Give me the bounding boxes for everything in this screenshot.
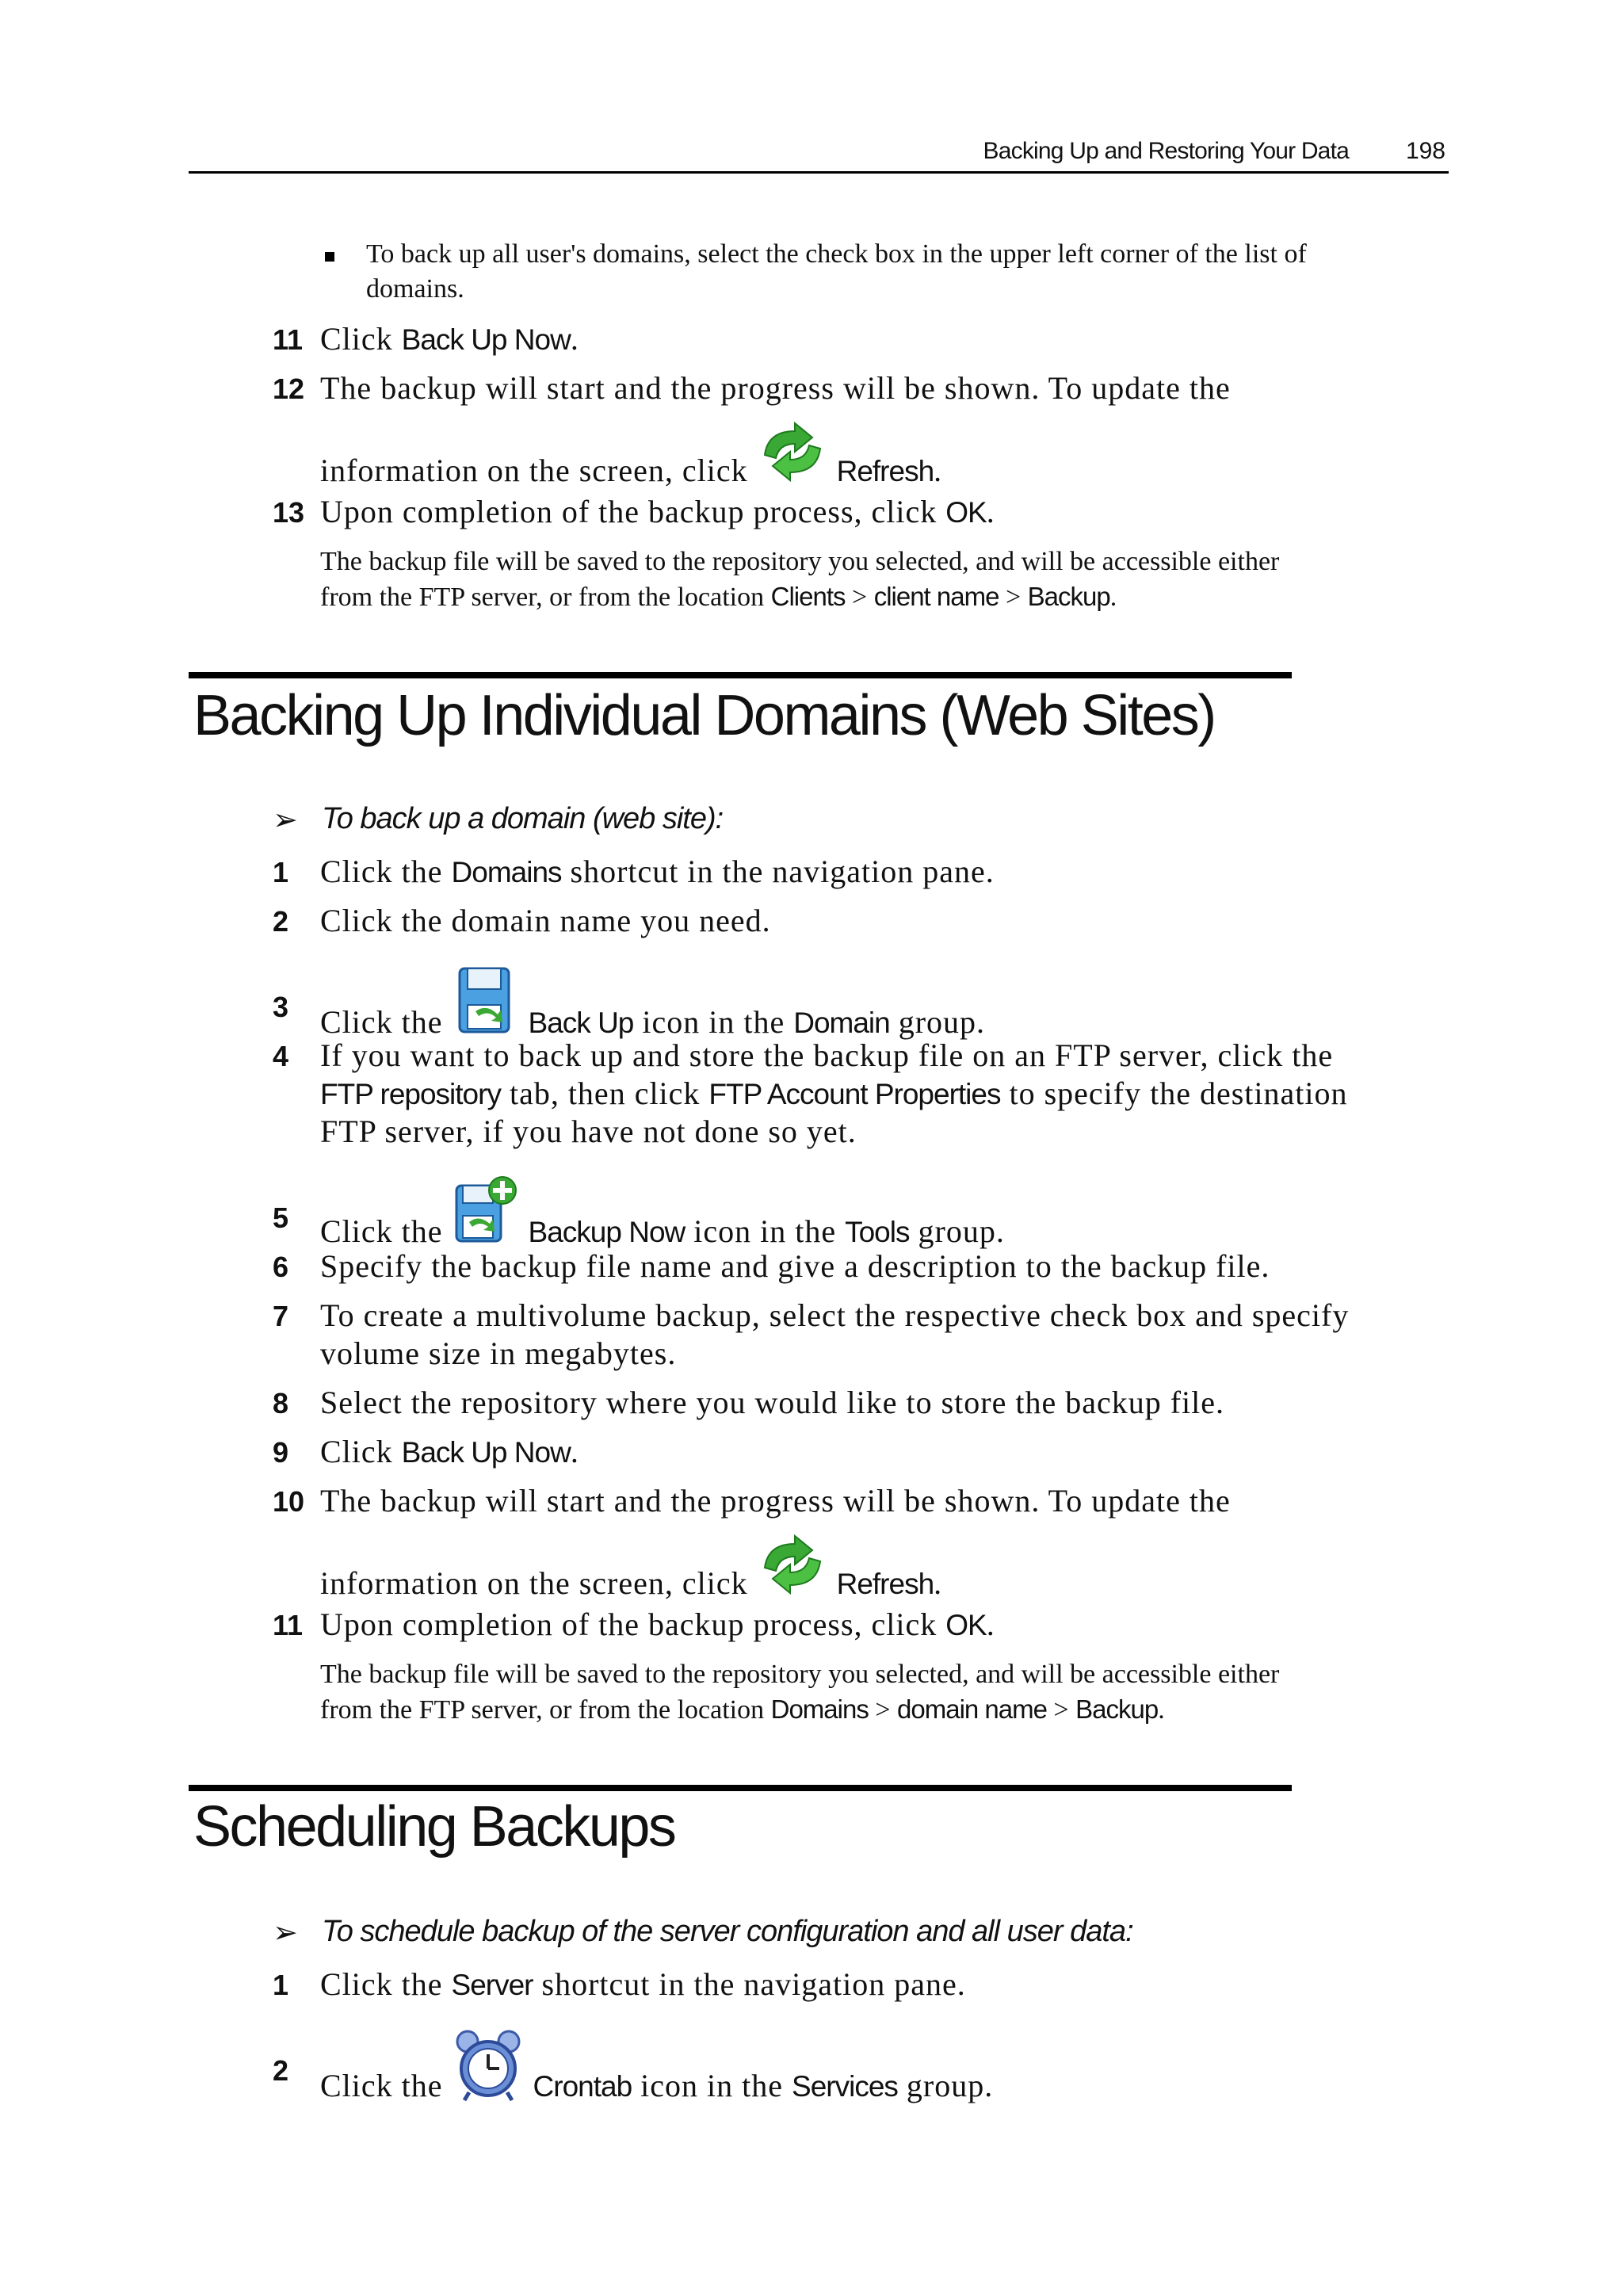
note-text-line1: The backup file will be saved to the repository you selected, and will be accessible either xyxy=(320,547,1280,576)
bullet-marker xyxy=(325,252,334,262)
step-text-part: . xyxy=(986,1606,995,1642)
step-number: 6 xyxy=(273,1251,289,1283)
step-text-part: Click xyxy=(320,1434,402,1469)
step-text-part: Click the xyxy=(320,2068,452,2104)
step-text-part: . xyxy=(986,494,995,529)
step-number: 13 xyxy=(273,496,305,529)
step-text: Specify the backup file name and give a description to the backup file. xyxy=(320,1248,1270,1284)
path-separator: > xyxy=(868,1695,898,1725)
step-number: 9 xyxy=(273,1436,289,1469)
step-number: 11 xyxy=(273,1609,304,1641)
ui-term: Domains xyxy=(770,1694,869,1724)
header-title: Backing Up and Restoring Your Data xyxy=(983,138,1349,164)
step-text xyxy=(320,853,995,890)
bullet-text-line2: domains. xyxy=(366,274,464,304)
step-number: 5 xyxy=(273,1201,289,1234)
path-separator: > xyxy=(845,583,874,612)
step-text-part: Click the xyxy=(320,1004,452,1041)
step-text xyxy=(320,2051,993,2127)
step-number: 11 xyxy=(273,323,304,356)
step-number: 12 xyxy=(273,372,305,405)
step-text: If you want to back up and store the backup file on an FTP server, click the xyxy=(320,1037,1334,1073)
note-text-line1: The backup file will be saved to the repository you selected, and will be accessible either xyxy=(320,1660,1280,1689)
step-text: volume size in megabytes. xyxy=(320,1335,677,1371)
ui-term: OK xyxy=(945,1609,987,1641)
section-rule xyxy=(189,672,1292,678)
page-number: 198 xyxy=(1405,138,1445,164)
step-text: To create a multivolume backup, select the respective check box and specify xyxy=(320,1297,1350,1333)
step-number: 3 xyxy=(273,991,289,1023)
ui-term: Backup xyxy=(1075,1694,1159,1724)
step-number: 1 xyxy=(273,1969,289,2001)
step-number: 10 xyxy=(273,1485,305,1518)
step-text xyxy=(320,1433,579,1470)
ui-term: Back Up Now xyxy=(401,323,571,356)
ui-term: FTP repository xyxy=(320,1078,501,1110)
ui-term: OK xyxy=(945,496,987,529)
section-rule xyxy=(189,1785,1292,1791)
ui-term: FTP Account Properties xyxy=(708,1078,1001,1110)
ui-term: Refresh xyxy=(836,1568,934,1601)
step-text-part: icon in the xyxy=(685,1213,846,1250)
alarm-clock-icon xyxy=(452,2027,525,2103)
step-text-part: group. xyxy=(889,1004,986,1041)
step-text-part: Upon completion of the backup process, click xyxy=(320,494,946,529)
note-text-part: . xyxy=(1158,1695,1165,1725)
step-number: 8 xyxy=(273,1387,289,1419)
step-text-part: . xyxy=(934,1565,943,1602)
bullet-text-line1: To back up all user's domains, select the check box in the upper left corner of the list of xyxy=(366,239,1307,269)
backup-icon xyxy=(452,964,520,1040)
step-text-part: information on the screen, click xyxy=(320,1565,757,1602)
step-text-part: Click the xyxy=(320,854,452,889)
step-text xyxy=(320,320,579,357)
step-text-part: . xyxy=(934,453,943,489)
procedure-arrow-icon: ➢ xyxy=(273,1915,298,1950)
step-text-part: . xyxy=(570,1434,579,1469)
ui-term: Backup xyxy=(1027,582,1110,611)
ui-term: Crontab xyxy=(533,2070,632,2103)
step-text-part: . xyxy=(570,321,579,357)
ui-term: domain name xyxy=(897,1694,1047,1724)
step-text: The backup will start and the progress will be shown. To update the xyxy=(320,1483,1231,1519)
ui-term: Domains xyxy=(451,856,562,888)
step-text xyxy=(320,1075,1348,1112)
step-text-part: icon in the xyxy=(632,2068,792,2104)
procedure-heading: To back up a domain (web site): xyxy=(322,802,724,835)
step-text-part: group. xyxy=(909,1213,1005,1250)
step-text: FTP server, if you have not done so yet. xyxy=(320,1114,857,1149)
step-number: 7 xyxy=(273,1300,289,1332)
refresh-icon xyxy=(757,1533,828,1596)
step-text-part: to specify the destination xyxy=(1000,1075,1348,1111)
step-text-part: Click xyxy=(320,321,402,357)
path-separator: > xyxy=(999,583,1028,612)
step-text-part: group. xyxy=(897,2068,994,2104)
step-text: Select the repository where you would like to store the backup file. xyxy=(320,1385,1225,1420)
step-number: 2 xyxy=(273,2054,289,2087)
step-text-part: tab, then click xyxy=(500,1075,709,1111)
step-number: 1 xyxy=(273,856,289,888)
ui-term: Server xyxy=(451,1969,533,2001)
refresh-icon xyxy=(757,420,828,483)
ui-term: Domain xyxy=(793,1007,890,1040)
step-text-part: shortcut in the navigation pane. xyxy=(533,1966,966,2002)
ui-term: Clients xyxy=(770,582,846,611)
path-separator: > xyxy=(1046,1695,1076,1725)
step-text xyxy=(320,1966,966,2003)
step-text-part: Click the xyxy=(320,1966,452,2002)
ui-term: Services xyxy=(792,2070,898,2103)
ui-term: Back Up Now xyxy=(401,1436,571,1469)
ui-term: Back Up xyxy=(528,1007,634,1040)
step-text-part: shortcut in the navigation pane. xyxy=(561,854,995,889)
step-text: The backup will start and the progress will be shown. To update the xyxy=(320,370,1231,406)
ui-term: Backup Now xyxy=(528,1216,685,1249)
note-text-line2 xyxy=(320,582,1117,613)
note-text-line2 xyxy=(320,1694,1165,1725)
step-text-part: information on the screen, click xyxy=(320,453,757,489)
ui-term: Tools xyxy=(845,1216,910,1249)
step-text: Click the domain name you need. xyxy=(320,903,771,938)
note-text-part: . xyxy=(1109,583,1117,612)
backup-now-icon xyxy=(452,1175,520,1247)
step-text-part: icon in the xyxy=(633,1004,794,1041)
note-text-part: from the FTP server, or from the location xyxy=(320,583,771,612)
step-number: 2 xyxy=(273,905,289,938)
ui-term: client name xyxy=(873,582,999,611)
note-text-part: from the FTP server, or from the location xyxy=(320,1695,771,1725)
section-title: Backing Up Individual Domains (Web Sites) xyxy=(193,684,1215,747)
step-text-part: Upon completion of the backup process, click xyxy=(320,1606,946,1642)
procedure-arrow-icon: ➢ xyxy=(273,802,298,837)
step-number: 4 xyxy=(273,1040,289,1072)
step-text-part: Click the xyxy=(320,1213,452,1250)
procedure-heading: To schedule backup of the server configuration and all user data: xyxy=(322,1915,1133,1948)
section-title: Scheduling Backups xyxy=(193,1795,675,1859)
page-header xyxy=(189,135,1449,174)
step-text xyxy=(320,1606,995,1643)
step-text xyxy=(320,493,995,530)
ui-term: Refresh xyxy=(836,455,934,488)
